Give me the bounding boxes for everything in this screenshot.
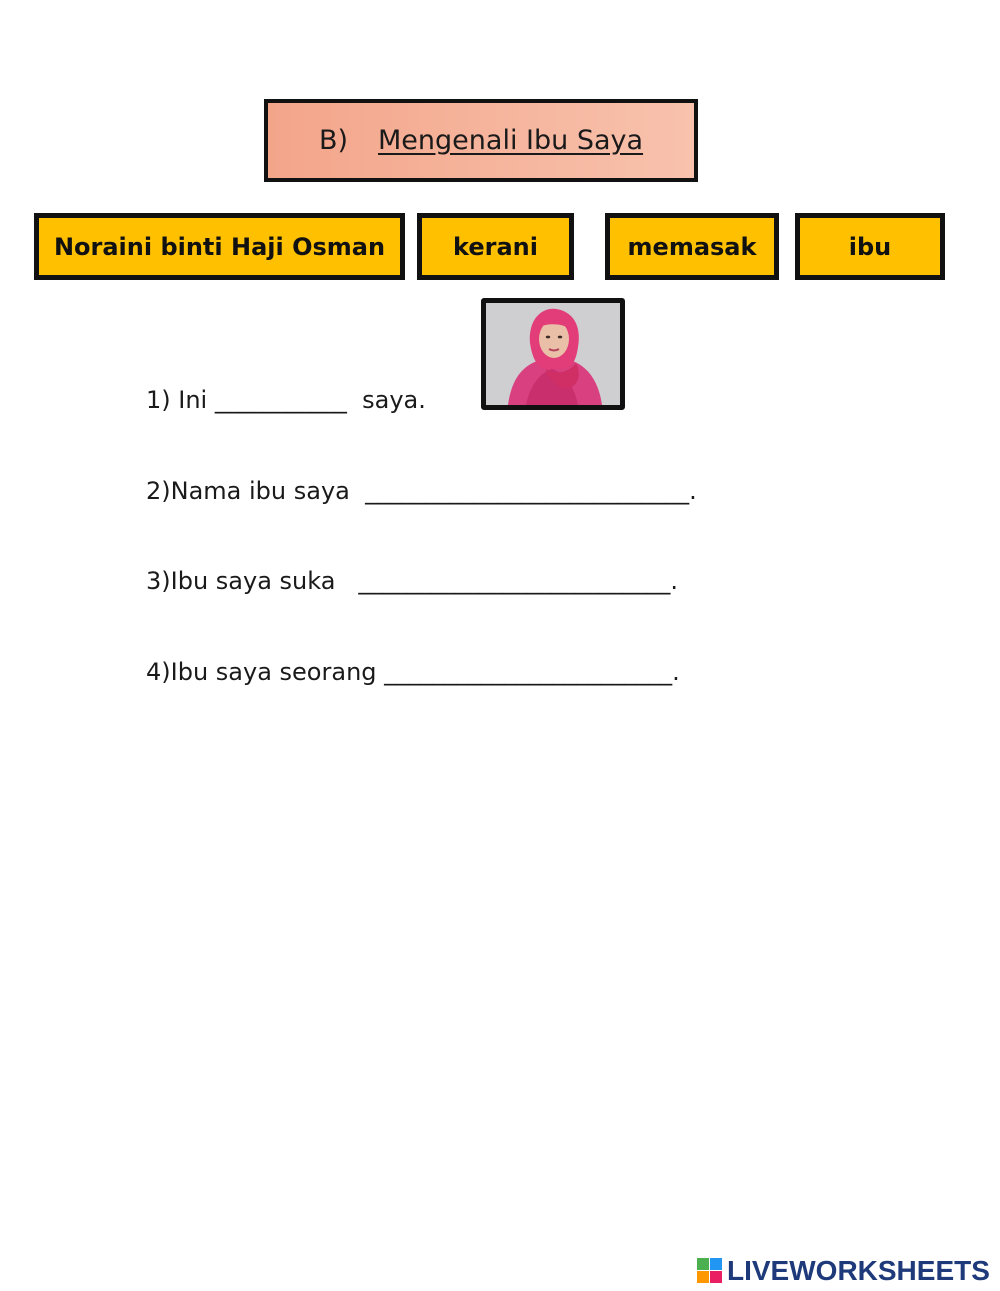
liveworksheets-logo-text: LIVEWORKSHEETS [727,1255,990,1286]
liveworksheets-logo-icon [697,1258,723,1284]
question-4: 4)Ibu saya seorang ________________________. [146,658,680,686]
section-title: Mengenali Ibu Saya [378,125,644,156]
question-2: 2)Nama ibu saya ___________________________. [146,477,697,505]
word-bank-item-memasak[interactable]: memasak [605,213,779,280]
question-3: 3)Ibu saya suka __________________________. [146,567,678,595]
mother-photo [481,298,625,410]
word-bank-item-ibu[interactable]: ibu [795,213,945,280]
woman-in-pink-hijab-icon [486,303,620,405]
section-letter: B) [318,125,349,156]
word-bank-item-name[interactable]: Noraini binti Haji Osman [34,213,405,280]
question-1: 1) Ini ___________ saya. [146,386,426,414]
liveworksheets-logo [697,1255,990,1287]
word-bank-item-kerani[interactable]: kerani [417,213,574,280]
section-title-box [264,99,698,182]
